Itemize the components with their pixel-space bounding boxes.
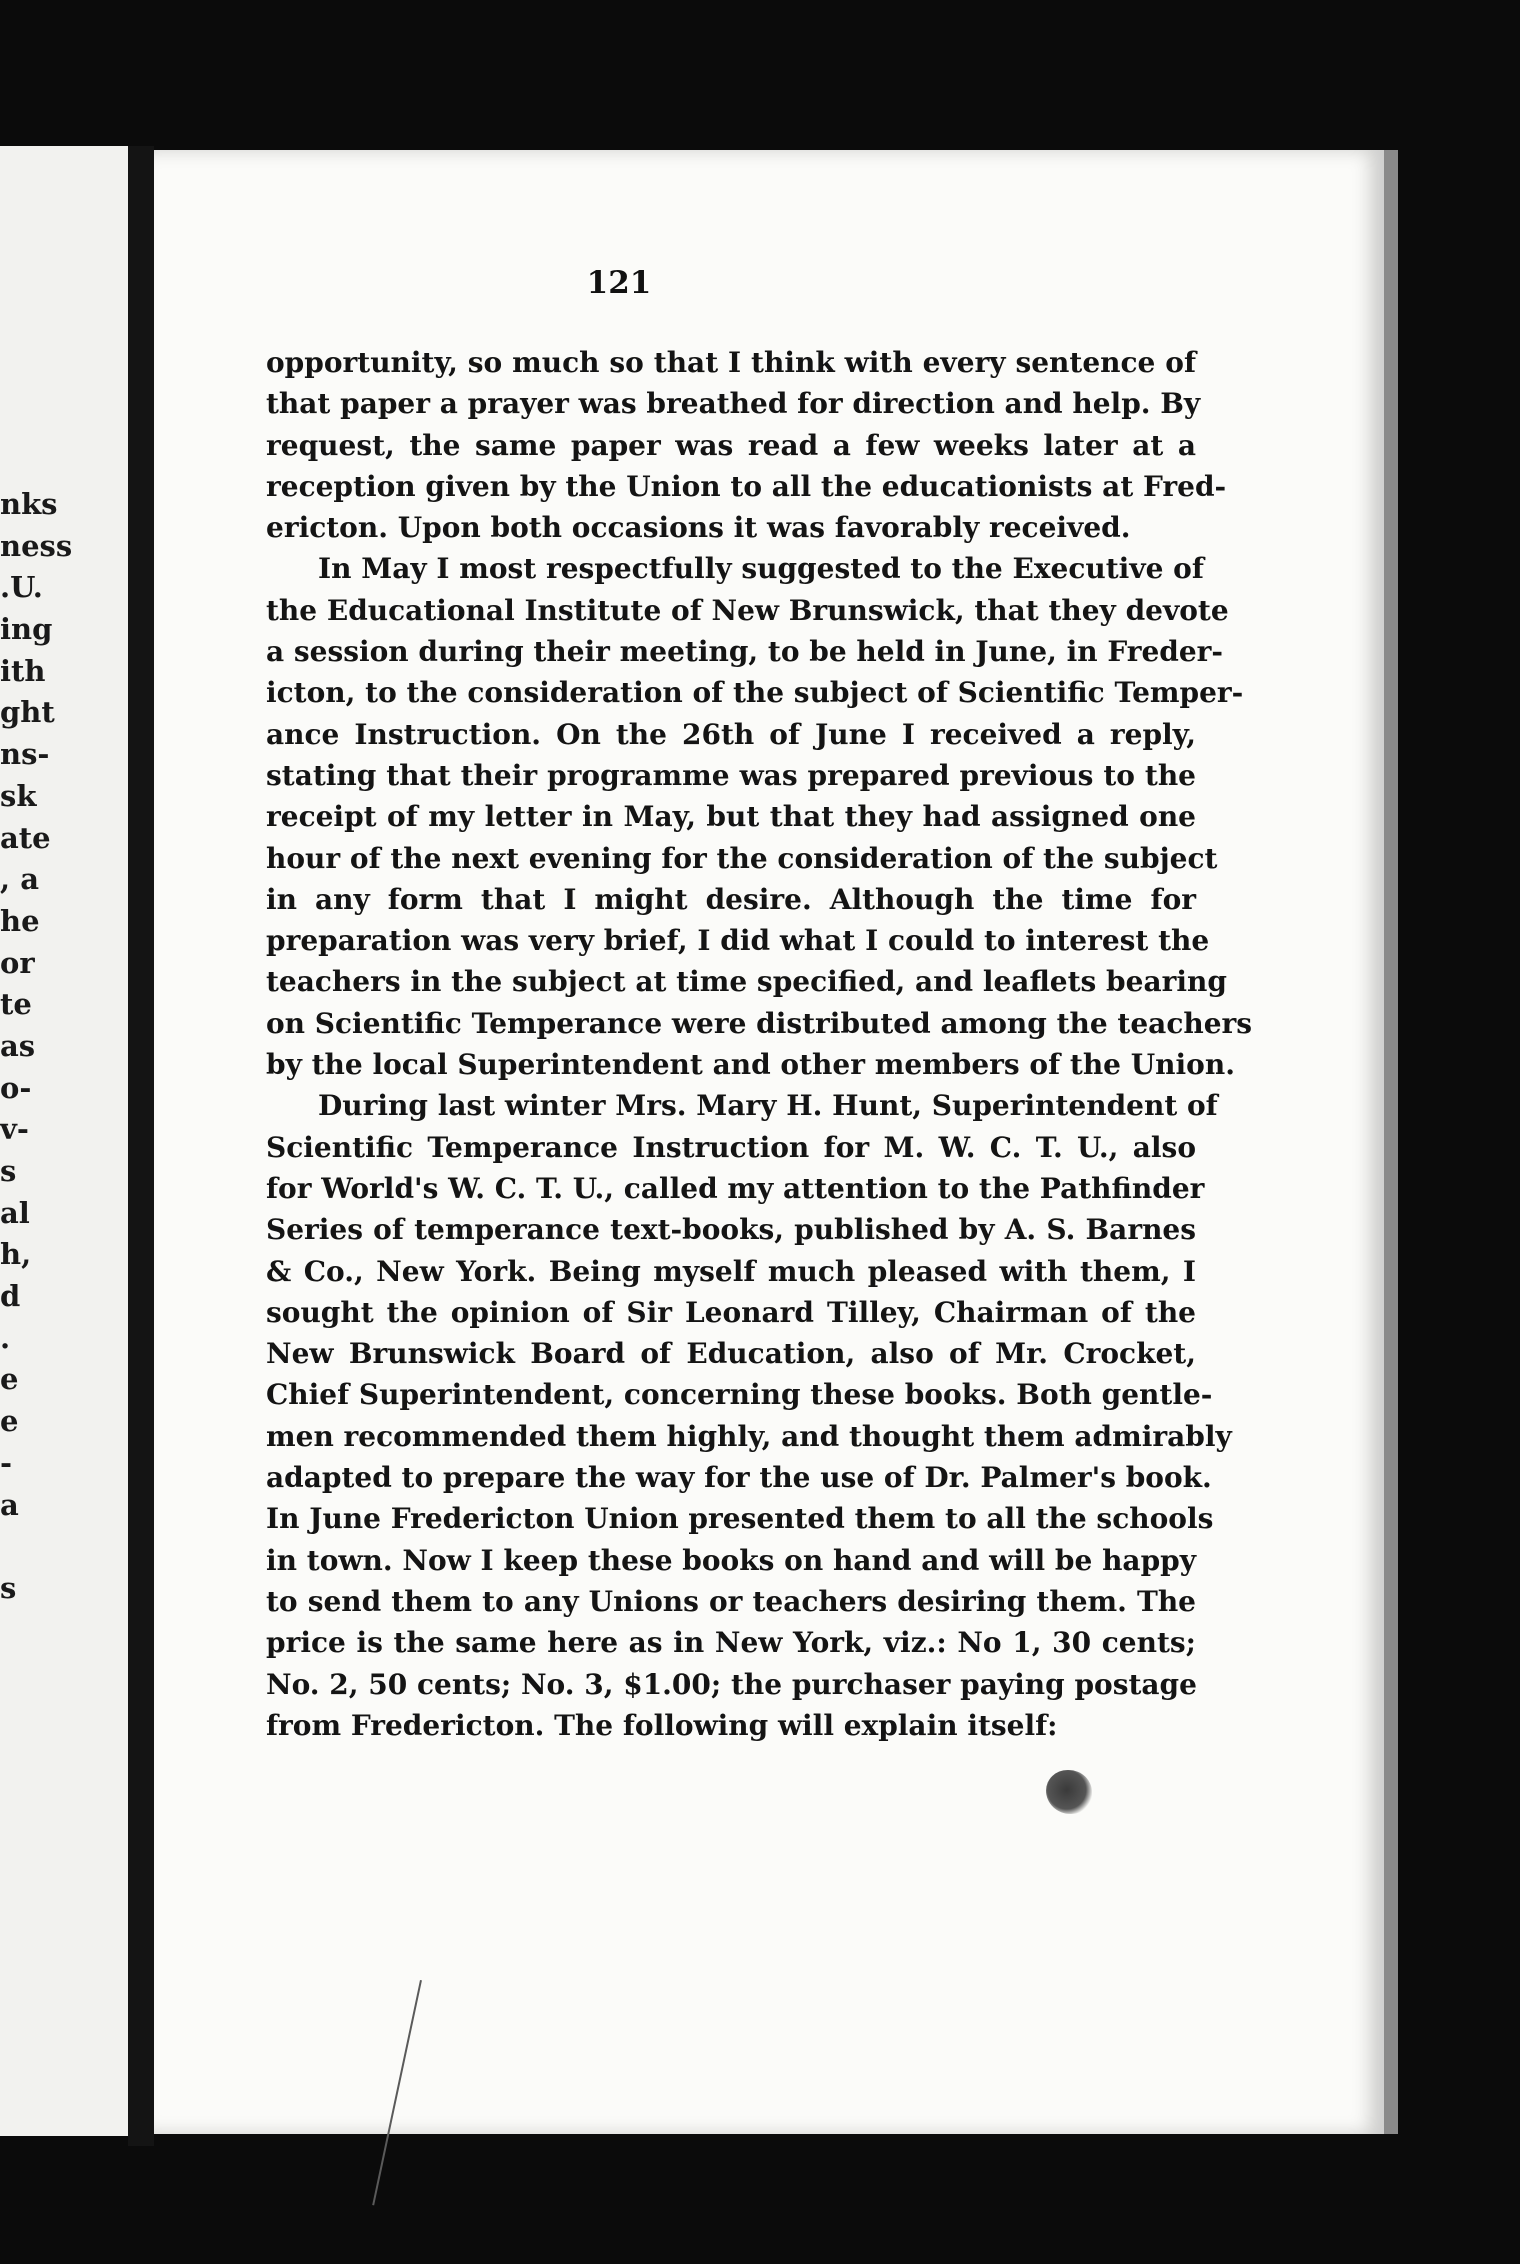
previous-page-line-end: a (0, 1487, 19, 1522)
text-line: hour of the next evening for the consideration of the subject (266, 841, 1218, 875)
previous-page-line-end: h, (0, 1237, 32, 1272)
text-line: sought the opinion of Sir Leonard Tilley, Chairman of the (266, 1295, 1196, 1329)
text-line: request, the same paper was read a few weeks later at a (266, 428, 1196, 462)
text-line: & Co., New York. Being myself much pleased with them, I (266, 1254, 1196, 1288)
previous-page-line-end: - (0, 1445, 13, 1480)
previous-page-line-end: nks (0, 487, 58, 521)
text-line: icton, to the consideration of the subject of Scientific Temper- (266, 676, 1244, 710)
text-line: for World's W. C. T. U., called my attention to the Pathfinder (266, 1171, 1205, 1205)
text-line: New Brunswick Board of Education, also of Mr. Crocket, (266, 1337, 1196, 1371)
text-line: Chief Superintendent, concerning these books. Both gentle- (266, 1378, 1213, 1412)
previous-page-line-end: ing (0, 612, 53, 647)
page-number: 121 (586, 265, 652, 301)
previous-page-line-end: o- (0, 1070, 32, 1105)
previous-page-line-end: ness (0, 528, 73, 563)
previous-page-line-end: ght (0, 695, 55, 730)
previous-page-line-end: .U. (0, 570, 43, 605)
page-121 (154, 150, 1384, 2134)
text-line: adapted to prepare the way for the use of Dr. Palmer's book. (266, 1461, 1212, 1495)
previous-page-line-end: ate (0, 820, 51, 855)
previous-page-line-end: d (0, 1279, 21, 1314)
text-line: preparation was very brief, I did what I could to interest the (266, 924, 1210, 958)
text-line: to send them to any Unions or teachers desiring them. The (266, 1584, 1196, 1618)
previous-page-line-end (0, 1526, 60, 1568)
text-line: in town. Now I keep these books on hand and will be happy (266, 1543, 1196, 1577)
text-line: stating that their programme was prepared previous to the (266, 758, 1196, 792)
paper-scratch (372, 1980, 422, 2205)
body-text (266, 342, 1253, 1746)
text-line: During last winter Mrs. Mary H. Hunt, Superintendent of (318, 1089, 1218, 1123)
previous-page-line-end: te (0, 987, 32, 1022)
ink-stain (1046, 1770, 1092, 1814)
previous-page-line-end: s (0, 1570, 17, 1605)
text-line: price is the same here as in New York, viz.: No 1, 30 cents; (266, 1626, 1196, 1660)
previous-page-line-end: , a (0, 862, 39, 897)
text-line: No. 2, 50 cents; No. 3, $1.00; the purchaser paying postage (266, 1667, 1197, 1701)
text-line: receipt of my letter in May, but that they had assigned one (266, 800, 1196, 834)
text-line: In June Fredericton Union presented them to all the schools (266, 1502, 1214, 1536)
text-line: on Scientific Temperance were distributed among the teachers (266, 1006, 1253, 1040)
text-line: ericton. Upon both occasions it was favorably received. (266, 511, 1131, 545)
previous-page-line-end: e (0, 1404, 19, 1439)
previous-page-line-end: v- (0, 1112, 29, 1147)
text-line: a session during their meeting, to be held in June, in Freder- (266, 635, 1224, 669)
page-edge (1384, 150, 1398, 2134)
text-line: that paper a prayer was breathed for direction and help. By (266, 387, 1201, 421)
previous-page-line-end: ith (0, 653, 46, 688)
text-line: In May I most respectfully suggested to the Executive of (318, 552, 1204, 586)
text-line: Series of temperance text-books, published by A. S. Barnes (266, 1213, 1196, 1247)
text-line: men recommended them highly, and thought them admirably (266, 1419, 1232, 1453)
previous-page-line-end: he (0, 903, 40, 938)
previous-page-line-end: sk (0, 778, 37, 813)
previous-page-line-end: or (0, 945, 35, 980)
book-gutter (128, 146, 154, 2146)
text-line: reception given by the Union to all the educationists at Fred- (266, 469, 1227, 503)
previous-page-line-end: as (0, 1028, 36, 1063)
previous-page-fragment (0, 146, 128, 2136)
text-line: opportunity, so much so that I think with every sentence of (266, 346, 1196, 379)
text-line: in any form that I might desire. Although the time for (266, 882, 1196, 916)
text-line: Scientific Temperance Instruction for M. W. C. T. U., also (266, 1130, 1196, 1164)
text-line: from Fredericton. The following will explain itself: (266, 1708, 1058, 1742)
previous-page-line-end: . (0, 1320, 11, 1355)
previous-page-line-end: ns- (0, 737, 50, 772)
text-line: by the local Superintendent and other members of the Union. (266, 1048, 1235, 1082)
text-line: ance Instruction. On the 26th of June I received a reply, (266, 717, 1196, 751)
previous-page-line-end: e (0, 1362, 19, 1397)
previous-page-line-end: s (0, 1154, 17, 1188)
text-line: the Educational Institute of New Brunswick, that they devote (266, 593, 1229, 627)
previous-page-line-ends (0, 484, 73, 1610)
text-line: teachers in the subject at time specified, and leaflets bearing (266, 965, 1227, 999)
previous-page-line-end: al (0, 1195, 30, 1230)
